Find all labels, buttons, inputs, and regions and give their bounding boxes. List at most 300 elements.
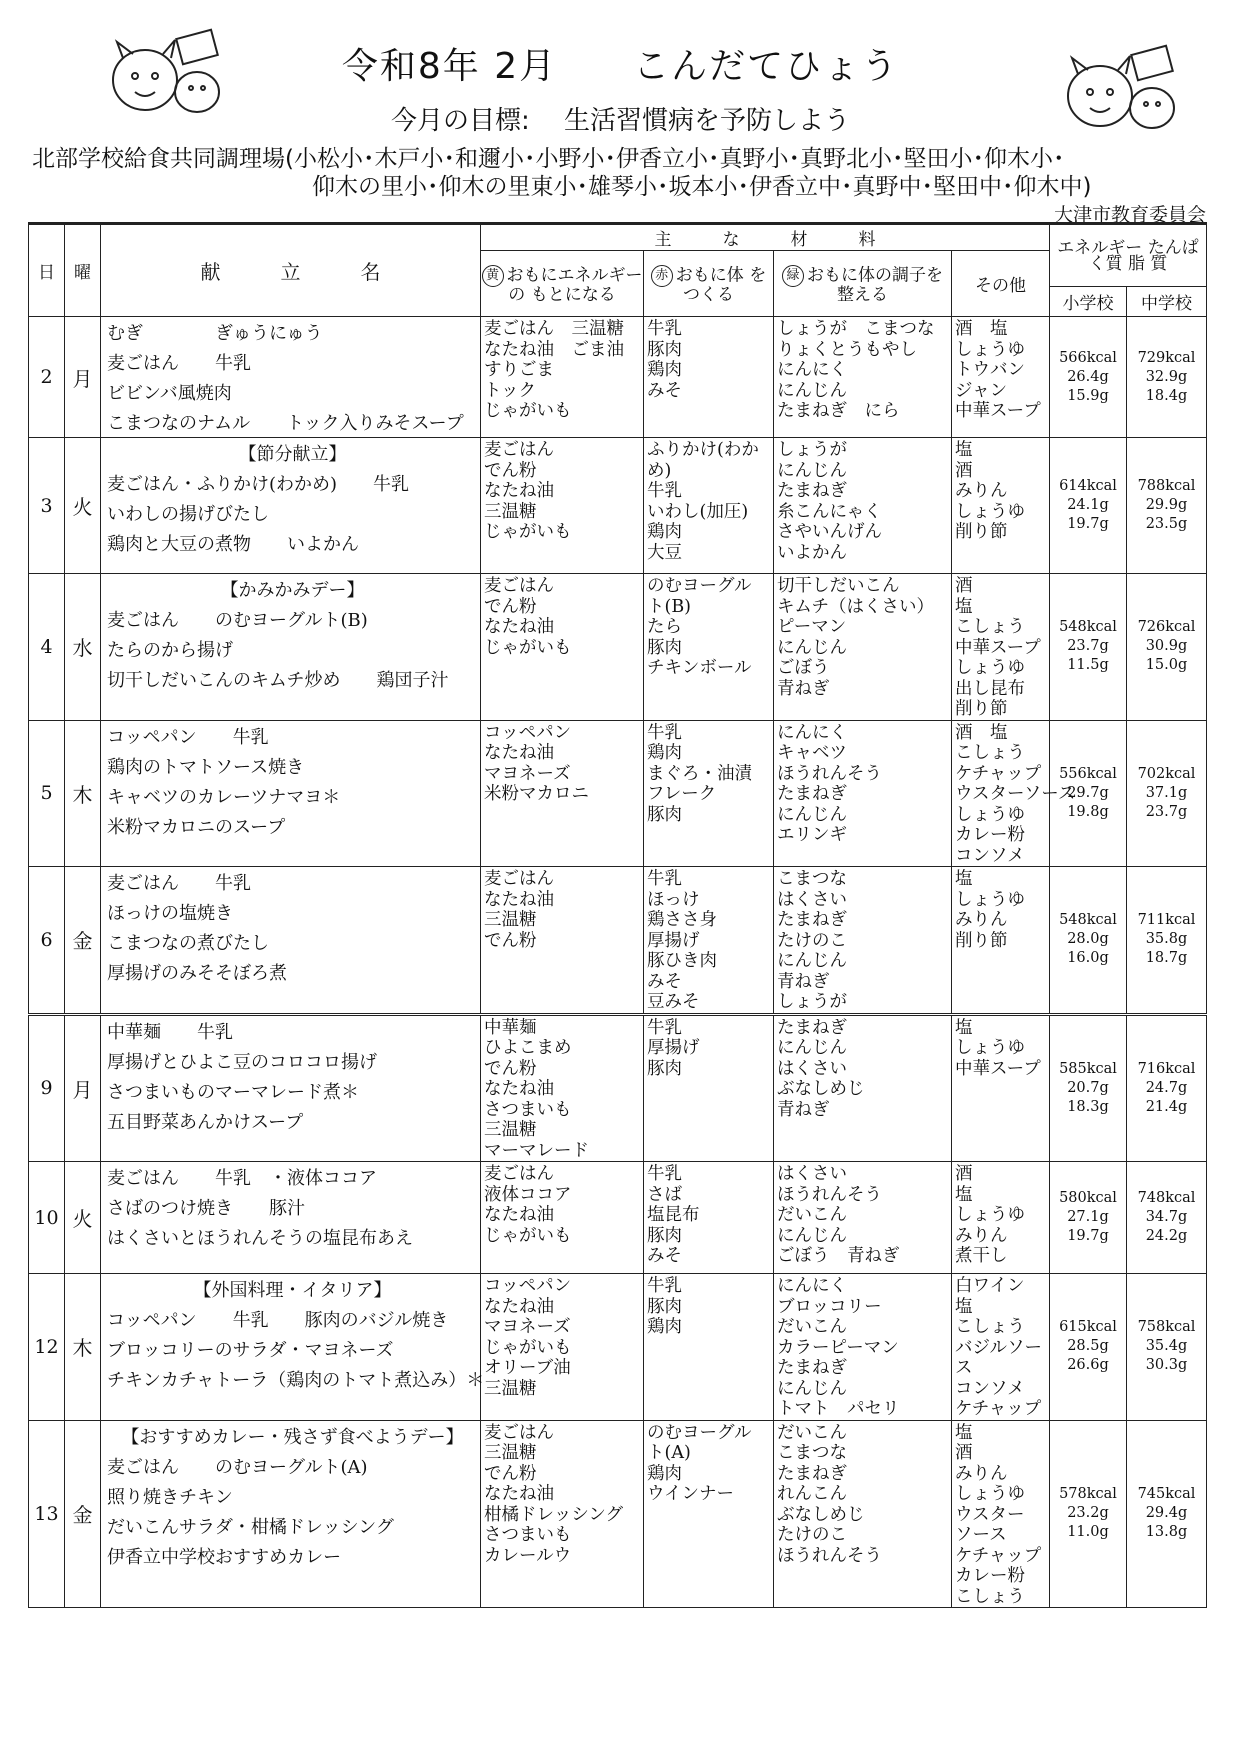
table-row	[29, 1274, 1207, 1421]
ingredient-item: じゃがいも	[484, 522, 572, 542]
nutrition-value: 23.2g	[1067, 1505, 1109, 1522]
ingredient-item: フレーク	[647, 784, 717, 804]
nutrition-value: 615kcal	[1059, 1319, 1117, 1336]
nutrition-value: 13.8g	[1145, 1524, 1188, 1541]
menu-line: 麦ごはん・ふりかけ(わかめ) 牛乳	[107, 474, 410, 495]
ingredient-item: なたね油	[484, 481, 554, 501]
nutrition-junior-cell	[1127, 1274, 1207, 1421]
nutrition-value: 15.9g	[1067, 387, 1109, 404]
nutrition-value: 30.3g	[1145, 1357, 1188, 1374]
menu-line: 麦ごはん 牛乳	[107, 353, 251, 374]
ingredient-item: 中華スープ	[955, 637, 1041, 658]
ingredient-item: にんじん	[777, 804, 847, 825]
ingredient-item: 牛乳	[647, 319, 682, 339]
menu-cell	[101, 867, 481, 1015]
ingredients-yellow-cell	[481, 438, 644, 574]
ingredient-item: 三温糖	[484, 910, 537, 930]
ingredient-item: ピーマン	[777, 617, 847, 637]
menu-cell	[101, 317, 481, 438]
ingredient-item: こまつな	[777, 869, 847, 889]
header-other: その他	[952, 251, 1050, 317]
ingredient-item: にんじん	[777, 1378, 847, 1399]
ingredient-item: 青ねぎ	[777, 1099, 830, 1120]
ingredient-item: 塩昆布	[647, 1205, 700, 1225]
ingredient-item: みりん	[955, 910, 1008, 930]
nutrition-junior-cell	[1127, 1162, 1207, 1274]
ingredient-item: れんこん	[777, 1484, 847, 1504]
table-row	[29, 1162, 1207, 1274]
ingredient-item: こしょう	[955, 1586, 1025, 1607]
ingredient-item: 中華麺	[484, 1017, 537, 1038]
ingredient-item: じゃがいも	[484, 401, 572, 421]
ingredient-item: 酒 塩	[955, 722, 1008, 743]
ingredient-item: なたね油	[484, 1205, 554, 1225]
menu-line: こまつなの煮びたし	[107, 933, 269, 954]
ingredient-item: しょうゆ	[955, 1205, 1025, 1225]
menu-line: 麦ごはん 牛乳 ・液体ココア	[107, 1168, 377, 1189]
ingredient-item: キャベツ	[777, 743, 847, 763]
ingredient-item: 米粉マカロニ	[484, 784, 589, 804]
nutrition-value: 37.1g	[1145, 784, 1188, 801]
kitchen-schools-line1: 北部学校給食共同調理場(小松小･木戸小･和邇小･小野小･伊香立小･真野小･真野北小･堅田小･仰木小･	[32, 146, 1065, 172]
nutrition-value: 18.4g	[1145, 387, 1188, 404]
ingredient-item: ケチャップ	[955, 1399, 1042, 1419]
ingredient-item: マヨネーズ	[484, 763, 571, 784]
ingredient-item: 削り節	[955, 522, 1008, 542]
menu-line: たらのから揚げ	[107, 640, 233, 661]
ingredient-item: たまねぎ	[777, 910, 847, 930]
ingredient-item: 三温糖	[484, 1120, 537, 1140]
menu-line: 中華麺 牛乳	[107, 1021, 233, 1043]
ingredient-item: コンソメ	[955, 845, 1025, 866]
menu-line: 鶏肉と大豆の煮物 いよかん	[107, 534, 359, 555]
ingredient-item: 削り節	[955, 930, 1008, 951]
ingredient-item: ごぼう	[777, 658, 830, 678]
nutrition-value: 548kcal	[1059, 619, 1117, 636]
ingredient-item: め)	[647, 460, 672, 481]
ingredient-item: コッペパン	[484, 722, 572, 743]
ingredients-yellow-cell	[481, 1014, 644, 1162]
ingredient-item: にんにく	[777, 1276, 847, 1296]
ingredient-item: しょうゆ	[955, 339, 1025, 360]
nutrition-value: 29.9g	[1145, 497, 1188, 513]
menu-line: いわしの揚げびたし	[107, 504, 269, 525]
ingredient-item: 酒	[955, 576, 973, 596]
nutrition-value: 34.7g	[1145, 1209, 1188, 1225]
header-elementary: 小学校	[1050, 287, 1127, 317]
day-cell: 9	[29, 1014, 65, 1162]
ingredient-item: ほうれんそう	[777, 763, 882, 784]
nutrition-value: 19.7g	[1067, 1228, 1109, 1244]
header-day: 日	[29, 224, 65, 317]
ingredient-item: コンソメ	[955, 1378, 1025, 1399]
ingredient-item: たまねぎ	[777, 1463, 847, 1484]
ingredient-item: カレー粉	[955, 1566, 1025, 1586]
nutrition-value: 29.4g	[1145, 1505, 1188, 1522]
menu-cell	[101, 1162, 481, 1274]
ingredient-item: でん粉	[484, 1058, 537, 1079]
ingredient-item: キムチ（はくさい）	[777, 596, 934, 617]
ingredient-item: 豚肉	[647, 339, 682, 360]
ingredient-item: でん粉	[484, 1463, 537, 1484]
ingredient-item: 豚肉	[647, 1225, 682, 1246]
menu-table	[28, 222, 1207, 1608]
nutrition-junior-cell	[1127, 1420, 1207, 1608]
ingredient-item: ほうれんそう	[777, 1184, 882, 1205]
ingredients-green-cell	[774, 438, 952, 574]
ingredients-red-cell	[644, 317, 774, 438]
nutrition-value: 758kcal	[1137, 1319, 1196, 1336]
yellow-badge: 黄	[482, 265, 504, 287]
ingredient-item: しょうが こまつな	[777, 319, 935, 339]
ingredients-yellow-cell	[481, 574, 644, 721]
day-cell: 12	[29, 1274, 65, 1421]
ingredients-other-cell	[952, 1162, 1050, 1274]
ingredient-item: カレールウ	[484, 1545, 572, 1566]
ingredient-item: ぶなしめじ	[777, 1504, 865, 1525]
header-menu: 献 立 名	[101, 224, 481, 317]
menu-line: 伊香立中学校おすすめカレー	[107, 1546, 342, 1568]
ingredient-item: ほうれんそう	[777, 1545, 882, 1566]
ingredient-item: しょうゆ	[955, 1484, 1025, 1504]
ingredients-green-cell	[774, 574, 952, 721]
ingredient-item: 鶏肉	[647, 743, 682, 763]
ingredient-item: だいこん	[777, 1317, 847, 1337]
menu-theme: 【外国料理・イタリア】	[193, 1280, 392, 1301]
day-cell: 2	[29, 317, 65, 438]
ingredient-item: 大豆	[647, 542, 682, 563]
ingredient-item: のむヨーグル	[647, 576, 752, 596]
table-row	[29, 317, 1207, 438]
ingredient-item: カレー粉	[955, 825, 1025, 845]
ingredient-item: でん粉	[484, 460, 537, 481]
weekday-cell: 月	[65, 317, 101, 438]
ingredient-item: 削り節	[955, 699, 1008, 719]
menu-line: 五目野菜あんかけスープ	[107, 1111, 304, 1133]
nutrition-value: 26.6g	[1067, 1357, 1109, 1374]
ingredient-item: のむヨーグル	[647, 1422, 752, 1443]
ingredient-item: さつまいも	[484, 1525, 572, 1545]
menu-line: 鶏肉のトマトソース焼き	[107, 756, 305, 778]
ingredient-item: なたね油	[484, 617, 554, 637]
ingredient-item: 塩	[955, 1296, 973, 1317]
ingredients-other-cell	[952, 1014, 1050, 1162]
day-cell: 13	[29, 1420, 65, 1608]
ingredients-yellow-cell	[481, 1274, 644, 1421]
nutrition-value: 29.7g	[1067, 784, 1109, 801]
ingredients-red-cell	[644, 1162, 774, 1274]
ingredient-item: まぐろ・油漬	[647, 763, 752, 784]
menu-line: ほっけの塩焼き	[107, 903, 233, 924]
ingredient-item: 鶏ささ身	[647, 910, 717, 930]
ingredient-item: 豚肉	[647, 637, 682, 658]
menu-theme: 【節分献立】	[238, 444, 347, 465]
ingredient-item: じゃがいも	[484, 637, 572, 658]
ingredient-item: 鶏肉	[647, 1317, 682, 1337]
ingredient-item: たまねぎ	[777, 1017, 847, 1038]
ingredient-item: にんじん	[777, 951, 847, 971]
ingredient-item: さつまいも	[484, 1099, 572, 1120]
nutrition-value: 585kcal	[1059, 1060, 1117, 1077]
ingredient-item: ケチャップ	[955, 763, 1042, 784]
ingredient-item: 厚揚げ	[647, 930, 700, 951]
ingredient-item: 麦ごはん	[484, 1164, 554, 1184]
ingredient-item: みそ	[647, 971, 682, 992]
ingredients-green-cell	[774, 1162, 952, 1274]
weekday-cell: 木	[65, 720, 101, 867]
table-row	[29, 1014, 1207, 1162]
ingredient-item: にんじん	[777, 380, 847, 401]
monthly-goal: 今月の目標: 生活習慣病を予防しよう	[390, 106, 851, 136]
ingredient-item: チキンボール	[647, 658, 752, 678]
header-ingredients: 主 な 材 料	[481, 224, 1050, 251]
menu-cell	[101, 438, 481, 574]
ingredient-item: 糸こんにゃく	[777, 501, 882, 522]
menu-cell	[101, 1420, 481, 1608]
menu-cell	[101, 574, 481, 721]
ingredient-item: バジルソー	[955, 1337, 1043, 1358]
ingredients-green-cell	[774, 1420, 952, 1608]
day-cell: 3	[29, 438, 65, 574]
ingredients-yellow-cell	[481, 1162, 644, 1274]
ingredient-item: 牛乳	[647, 1017, 682, 1038]
ingredient-item: ト(B)	[647, 596, 692, 617]
ingredient-item: はくさい	[777, 889, 847, 910]
menu-line: だいこんサラダ・柑橘ドレッシング	[107, 1516, 394, 1538]
ingredient-item: マーマレード	[484, 1140, 589, 1161]
nutrition-junior-cell	[1127, 867, 1207, 1015]
nutrition-value: 30.9g	[1145, 638, 1188, 655]
ingredient-item: さば	[647, 1184, 682, 1205]
menu-line: 厚揚げのみそそぼろ煮	[107, 963, 287, 984]
ingredient-item: 酒	[955, 1443, 973, 1463]
ingredient-item: みりん	[955, 1225, 1008, 1246]
ingredient-item: ブロッコリー	[777, 1296, 882, 1317]
nutrition-value: 614kcal	[1059, 478, 1117, 494]
day-cell: 6	[29, 867, 65, 1015]
ingredient-item: なたね油	[484, 1296, 554, 1317]
ingredient-item: たまねぎ	[777, 481, 847, 501]
nutrition-elementary-cell	[1050, 574, 1127, 721]
ingredient-item: しょうゆ	[955, 1038, 1025, 1058]
ingredient-item: しょうゆ	[955, 658, 1025, 678]
ingredient-item: ウスターソース	[955, 784, 1076, 804]
ingredients-other-cell	[952, 317, 1050, 438]
table-row	[29, 720, 1207, 867]
nutrition-value: 11.0g	[1067, 1524, 1109, 1541]
menu-line: 麦ごはん のむヨーグルト(B)	[107, 610, 368, 631]
ingredient-item: だいこん	[777, 1422, 847, 1443]
nutrition-value: 702kcal	[1137, 765, 1196, 782]
nutrition-junior-cell	[1127, 438, 1207, 574]
menu-line: はくさいとほうれんそうの塩昆布あえ	[107, 1228, 413, 1249]
ingredient-item: たまねぎ	[777, 1358, 847, 1378]
ingredients-red-cell	[644, 1014, 774, 1162]
ingredient-item: こまつな	[777, 1443, 847, 1463]
nutrition-value: 23.5g	[1145, 516, 1188, 532]
ingredient-item: オリーブ油	[484, 1358, 571, 1378]
ingredient-item: ス	[955, 1358, 973, 1378]
ingredient-item: さやいんげん	[777, 522, 882, 542]
menu-line: 麦ごはん 牛乳	[107, 873, 251, 894]
nutrition-value: 726kcal	[1137, 619, 1196, 636]
ingredient-item: トウバン	[955, 360, 1025, 380]
nutrition-value: 18.3g	[1067, 1098, 1109, 1115]
green-badge: 緑	[782, 265, 804, 287]
ingredient-item: いよかん	[777, 542, 847, 563]
ingredient-item: 煮干し	[955, 1246, 1008, 1266]
nutrition-value: 24.2g	[1145, 1228, 1188, 1244]
nutrition-value: 716kcal	[1137, 1060, 1196, 1077]
ingredients-yellow-cell	[481, 1420, 644, 1608]
menu-line: 切干しだいこんのキムチ炒め 鶏団子汁	[107, 670, 449, 691]
ingredient-item: なたね油	[484, 743, 554, 763]
ingredient-item: ソース	[955, 1525, 1007, 1545]
ingredient-item: みりん	[955, 1463, 1008, 1484]
ingredient-item: ほっけ	[647, 889, 700, 910]
weekday-cell: 火	[65, 438, 101, 574]
ingredient-item: 塩	[955, 1184, 973, 1205]
education-board: 大津市教育委員会	[1053, 204, 1206, 226]
nutrition-junior-cell	[1127, 1014, 1207, 1162]
ingredient-item: 牛乳	[647, 1276, 682, 1296]
nutrition-value: 18.7g	[1145, 950, 1188, 967]
ingredient-item: 厚揚げ	[647, 1038, 700, 1058]
ingredient-item: でん粉	[484, 596, 537, 617]
menu-line: ビビンバ風焼肉	[107, 383, 232, 404]
weekday-cell: 金	[65, 1420, 101, 1608]
ingredient-item: ト(A)	[647, 1443, 691, 1463]
nutrition-value: 23.7g	[1067, 638, 1109, 655]
nutrition-elementary-cell	[1050, 1014, 1127, 1162]
ingredient-item: 酒	[955, 1164, 973, 1184]
header-weekday: 曜	[65, 224, 101, 317]
ingredient-item: じゃがいも	[484, 1337, 572, 1358]
menu-line: キャベツのカレーツナマヨ＊	[107, 786, 341, 808]
nutrition-value: 788kcal	[1137, 478, 1196, 494]
nutrition-value: 578kcal	[1059, 1486, 1117, 1503]
table-row	[29, 574, 1207, 721]
menu-line: 麦ごはん のむヨーグルト(A)	[107, 1456, 368, 1478]
ingredient-item: こしょう	[955, 743, 1025, 763]
ingredients-green-cell	[774, 317, 952, 438]
header-green-text: おもに体の調子を 整える	[807, 265, 943, 305]
nutrition-value: 32.9g	[1145, 368, 1188, 385]
header-yellow-text: おもにエネルギーの もとになる	[506, 265, 643, 305]
ingredient-item: みそ	[647, 380, 682, 401]
menu-line: むぎ ぎゅうにゅう	[107, 323, 323, 344]
menu-line: 照り焼きチキン	[107, 1486, 233, 1508]
nutrition-value: 28.5g	[1067, 1338, 1109, 1355]
menu-line: チキンカチャトーラ（鶏肉のトマト煮込み）＊	[107, 1370, 485, 1391]
nutrition-value: 27.1g	[1067, 1209, 1109, 1225]
ingredients-green-cell	[774, 1274, 952, 1421]
ingredient-item: ジャン	[955, 380, 1008, 401]
menu-line: 米粉マカロニのスープ	[107, 816, 286, 838]
ingredient-item: 塩	[955, 1422, 973, 1443]
nutrition-value: 19.8g	[1067, 803, 1109, 820]
ingredients-red-cell	[644, 720, 774, 867]
ingredient-item: しょうゆ	[955, 804, 1025, 825]
header-junior: 中学校	[1127, 287, 1207, 317]
ingredient-item: 塩	[955, 1017, 973, 1038]
ingredient-item: 塩	[955, 869, 973, 889]
ingredient-item: 液体ココア	[484, 1184, 572, 1205]
ingredient-item: しょうが	[777, 440, 847, 460]
ingredient-item: こしょう	[955, 617, 1025, 637]
ingredient-item: 切干しだいこん	[777, 576, 900, 596]
ingredient-item: いわし(加圧)	[647, 501, 749, 522]
nutrition-value: 745kcal	[1137, 1486, 1196, 1503]
nutrition-value: 20.7g	[1067, 1079, 1109, 1096]
ingredient-item: 塩	[955, 596, 973, 617]
ingredient-item: たけのこ	[777, 930, 847, 951]
ingredient-item: カラーピーマン	[777, 1337, 899, 1358]
ingredient-item: 豚ひき肉	[647, 951, 717, 971]
nutrition-junior-cell	[1127, 574, 1207, 721]
menu-cell	[101, 1014, 481, 1162]
ingredient-item: 青ねぎ	[777, 971, 830, 992]
ingredient-item: しょうゆ	[955, 889, 1025, 910]
ingredient-item: りょくとうもやし	[777, 339, 917, 360]
ingredients-other-cell	[952, 1420, 1050, 1608]
ingredient-item: 三温糖	[484, 1378, 537, 1399]
nutrition-value: 26.4g	[1067, 368, 1109, 385]
ingredient-item: たけのこ	[777, 1525, 847, 1545]
nutrition-elementary-cell	[1050, 1420, 1127, 1608]
ingredient-item: 鶏肉	[647, 1463, 682, 1484]
ingredient-item: にんじん	[777, 460, 847, 481]
ingredient-item: ふりかけ(わか	[647, 440, 759, 460]
table-row	[29, 438, 1207, 574]
ingredient-item: しょうが	[777, 992, 847, 1012]
nutrition-value: 748kcal	[1137, 1190, 1196, 1206]
weekday-cell: 月	[65, 1014, 101, 1162]
nutrition-value: 15.0g	[1145, 657, 1188, 674]
header-nutrition: エネルギー たんぱく質 脂 質	[1050, 224, 1207, 287]
ingredients-green-cell	[774, 720, 952, 867]
ingredients-other-cell	[952, 720, 1076, 867]
menu-cell	[101, 1274, 485, 1421]
red-badge: 赤	[651, 265, 673, 287]
menu-line: こまつなのナムル トック入りみそスープ	[107, 413, 464, 434]
ingredient-item: 三温糖	[484, 501, 537, 522]
ingredients-red-cell	[644, 1420, 774, 1608]
ingredient-item: ひよこまめ	[484, 1038, 572, 1058]
ingredient-item: 三温糖	[484, 1443, 537, 1463]
ingredients-red-cell	[644, 574, 774, 721]
header-green	[774, 251, 952, 317]
nutrition-elementary-cell	[1050, 438, 1127, 574]
ingredients-red-cell	[644, 1274, 774, 1421]
menu-cell	[101, 720, 481, 867]
nutrition-value: 21.4g	[1145, 1098, 1188, 1115]
ingredient-item: みそ	[647, 1246, 682, 1266]
header-red	[644, 251, 774, 317]
weekday-cell: 木	[65, 1274, 101, 1421]
ingredient-item: みりん	[955, 481, 1008, 501]
nutrition-value: 24.1g	[1067, 497, 1109, 513]
ingredient-item: マヨネーズ	[484, 1317, 571, 1337]
menu-theme: 【かみかみデー】	[220, 580, 365, 601]
nutrition-value: 566kcal	[1059, 349, 1117, 366]
table-row	[29, 1420, 1207, 1608]
ingredient-item: しょうゆ	[955, 501, 1025, 522]
ingredient-item: 豚肉	[647, 1058, 682, 1079]
menu-line: コッペパン 牛乳	[107, 726, 269, 748]
nutrition-value: 711kcal	[1137, 912, 1196, 929]
ingredients-other-cell	[952, 438, 1050, 574]
